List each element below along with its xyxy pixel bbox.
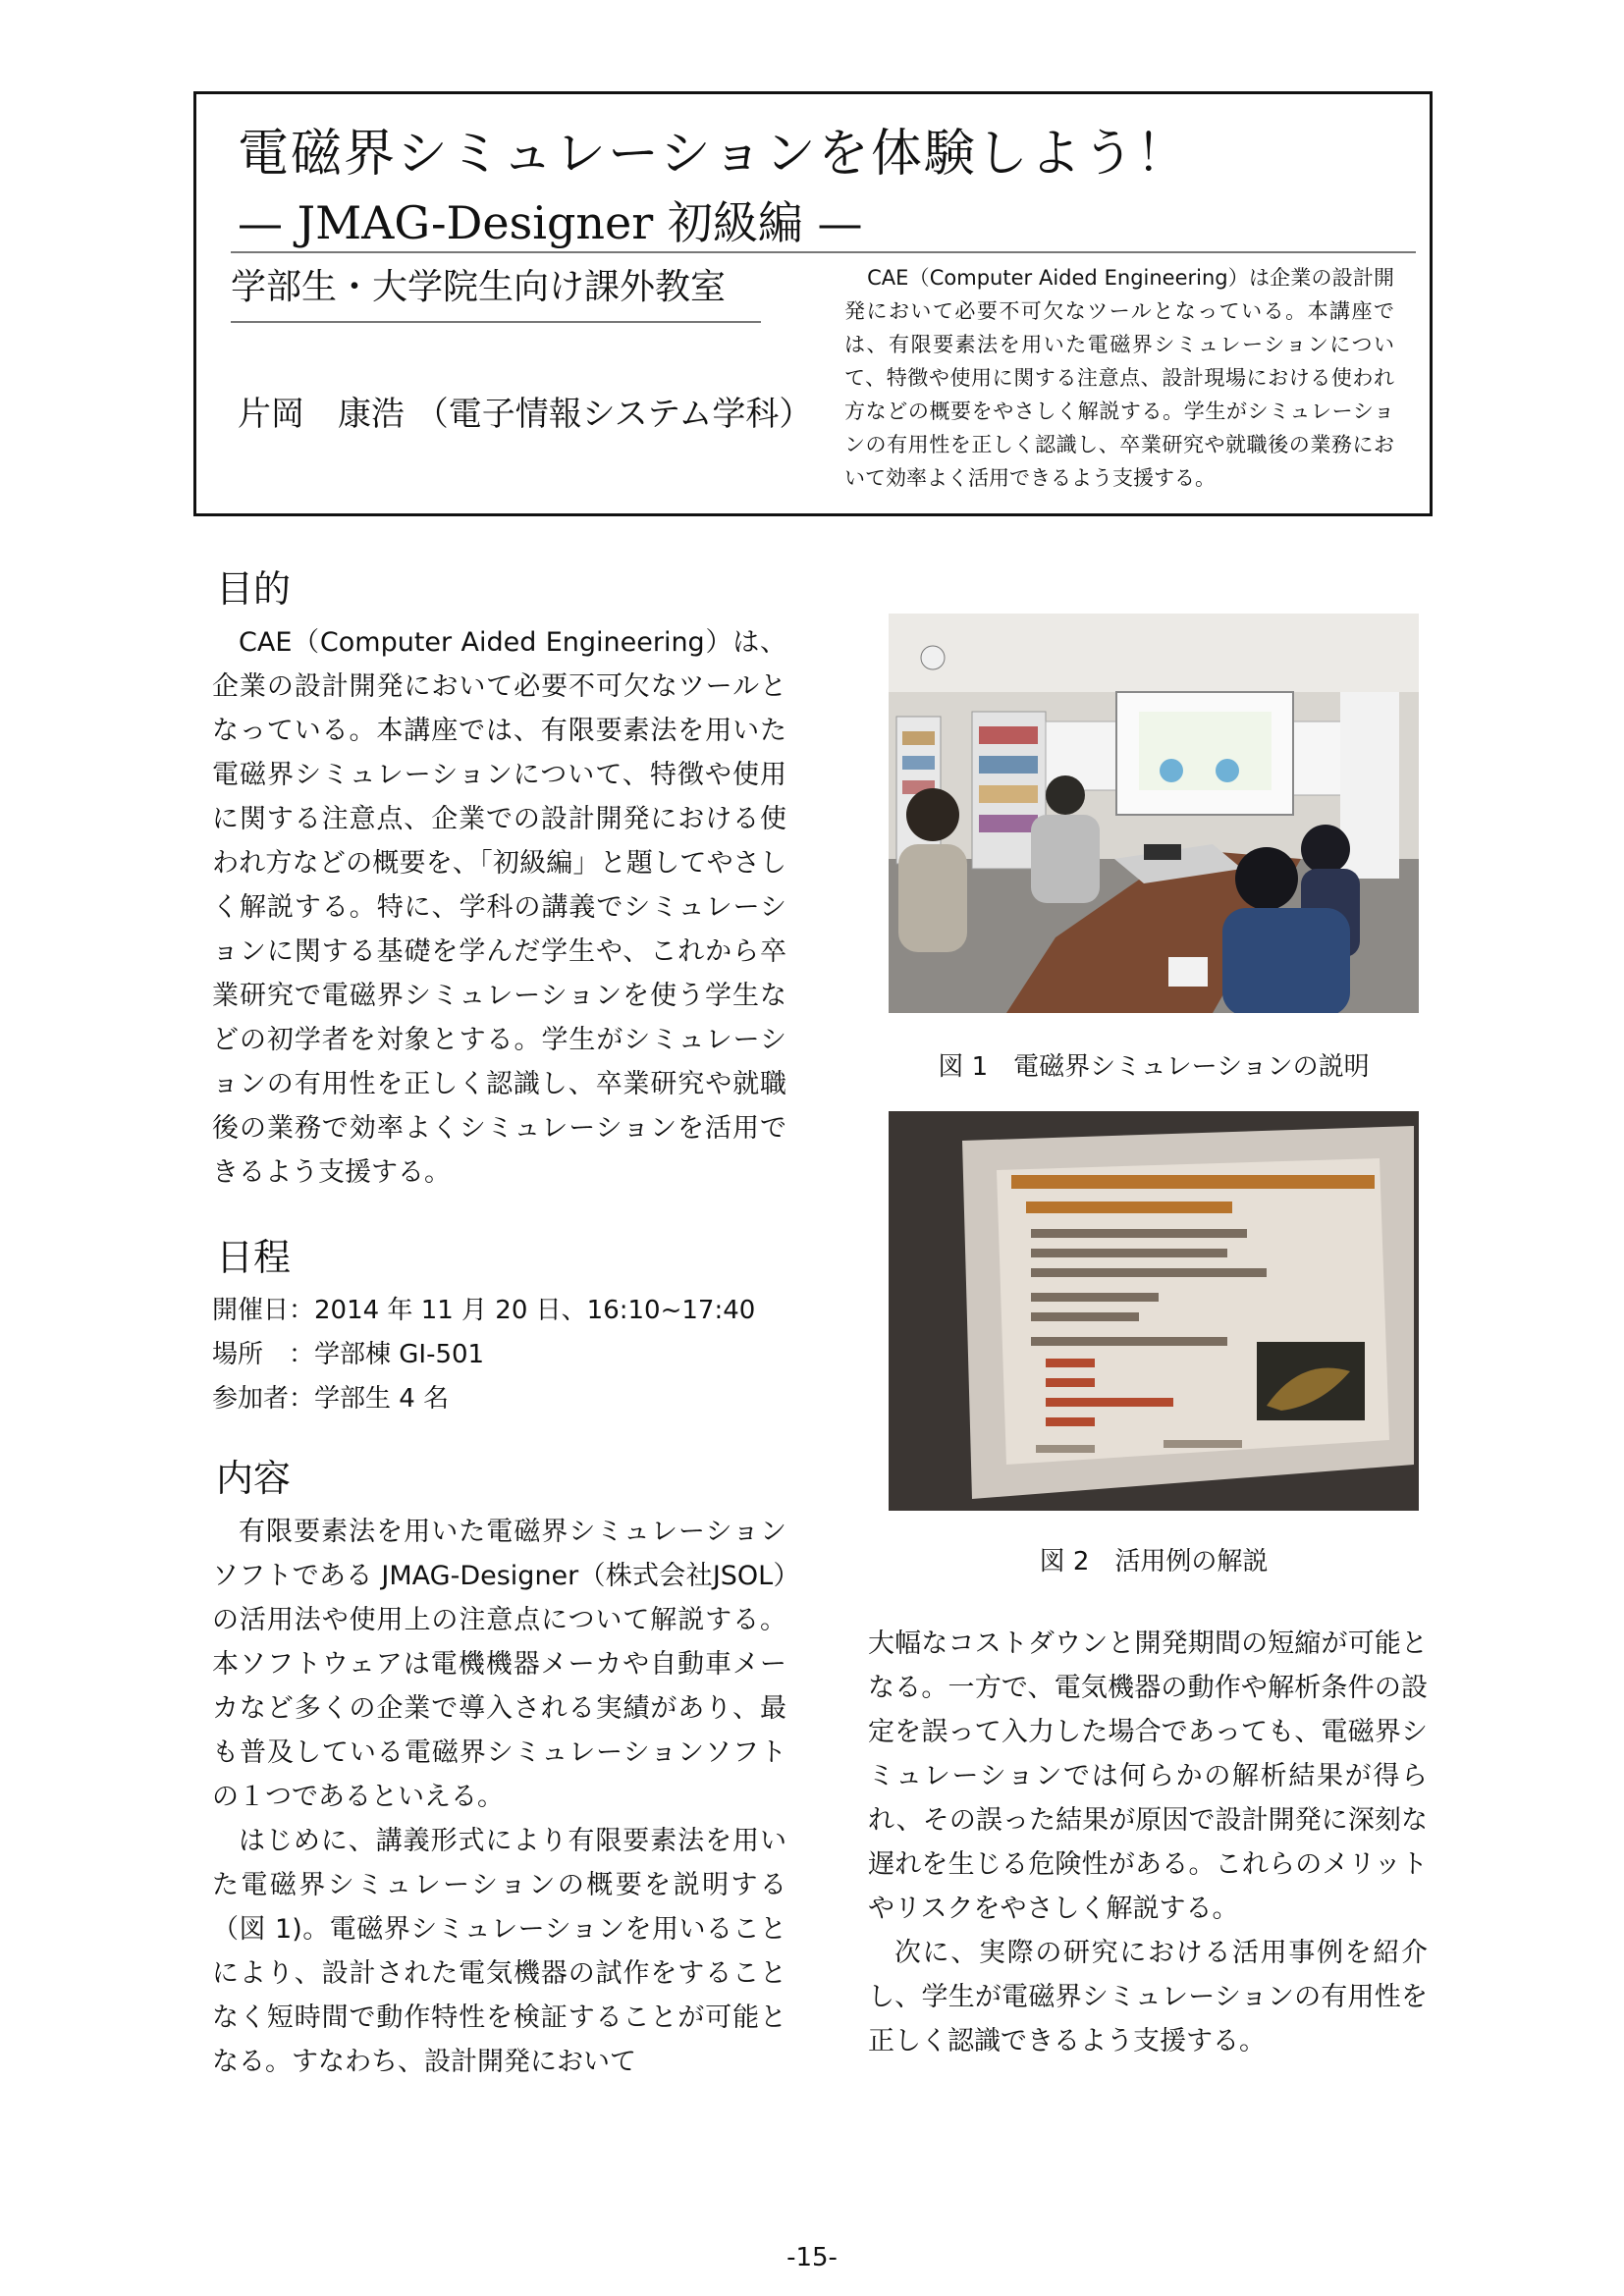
subtitle: 学部生・大学院生向け課外教室 <box>231 259 761 323</box>
header-box <box>193 91 1433 516</box>
figure-2-caption: 図 2 活用例の解説 <box>1039 1547 1269 1576</box>
content-para-3: 大幅なコストダウンと開発期間の短縮が可能となる。一方で、電気機器の動作や解析条件の設定を誤って入力した場合であっても、電磁界シミュレーションでは何らかの解析結果が得られ、その誤った結果が原因で設計開発に深刻な遅れを生じる危険性がある。これらのメリットやリスクをやさしく解説する。 <box>868 1629 1428 1924</box>
title-line-2: — JMAG-Designer 初級編 — <box>238 196 863 249</box>
content-para-1: 有限要素法を用いた電磁界シミュレーションソフトである JMAG-Designer（株式会社JSOL）の活用法や使用上の注意点について解説する。本ソフトウェアは電機機器メーカや自動車メーカなど多くの企業で導入される実績があり、最も普及している電磁界シミュレーションソフトの１つであるといえる。 <box>212 1517 786 1812</box>
title-line-1: 電磁界シミュレーションを体験しよう！ <box>238 125 1189 184</box>
purpose-body: CAE（Computer Aided Engineering）は、企業の設計開発において必要不可欠なツールとなっている。本講座では、有限要素法を用いた電磁界シミュレーションについて、特徴や使用に関する注意点、企業での設計開発における使われ方などの概要を、「初級編」と題してやさしく解説する。特に、学科の講義でシミュレーションに関する基礎を学んだ学生や、これから卒業研究で電磁界シミュレーションを使う学生などの初学者を対象とする。学生がシミュレーションの有用性を正しく認識し、卒業研究や就職後の業務で効率よくシミュレーションを活用できるよう支援する。 <box>212 627 786 1188</box>
heading-purpose: 目的 <box>216 567 292 611</box>
abstract: CAE（Computer Aided Engineering）は企業の設計開発において必要不可欠なツールとなっている。本講座では、有限要素法を用いた電磁界シミュレーションについて、特徴や使用に関する注意点、設計現場における使われ方などの概要をやさしく解説する。学生がシミュレーションの有用性を正しく認識し、卒業研究や就職後の業務において効率よく活用できるよう支援する。 <box>844 266 1394 490</box>
figure-1-caption: 図 1 電磁界シミュレーションの説明 <box>938 1052 1370 1082</box>
schedule-place: 場所 ：学部棟 GI-501 <box>212 1340 485 1369</box>
right-column <box>868 1622 1428 2063</box>
classroom-photo <box>889 614 1419 1013</box>
title-rule <box>231 251 1416 253</box>
content-para-2: はじめに、講義形式により有限要素法を用いた電磁界シミュレーションの概要を説明する（図 1)。電磁界シミュレーションを用いることにより、設計された電気機器の試作をすることなく短時間で動作特性を検証することが可能となる。すなわち、設計開発において <box>212 1826 786 2077</box>
schedule-date: 開催日：2014 年 11 月 20 日、16:10~17:40 <box>212 1296 756 1325</box>
left-column <box>212 565 786 2084</box>
heading-content: 内容 <box>216 1457 292 1500</box>
page-number: -15- <box>786 2243 838 2272</box>
author: 片岡 康浩 （電子情報システム学科） <box>238 395 813 434</box>
figure-1-photo <box>889 614 1419 1013</box>
schedule-participants: 参加者：学部生 4 名 <box>212 1384 450 1414</box>
heading-schedule: 日程 <box>216 1236 292 1279</box>
projection-screen-photo <box>889 1111 1419 1511</box>
content-para-4: 次に、実際の研究における活用事例を紹介し、学生が電磁界シミュレーションの有用性を正しく認識できるよう支援する。 <box>868 1938 1428 2056</box>
figure-2-photo <box>889 1111 1419 1511</box>
